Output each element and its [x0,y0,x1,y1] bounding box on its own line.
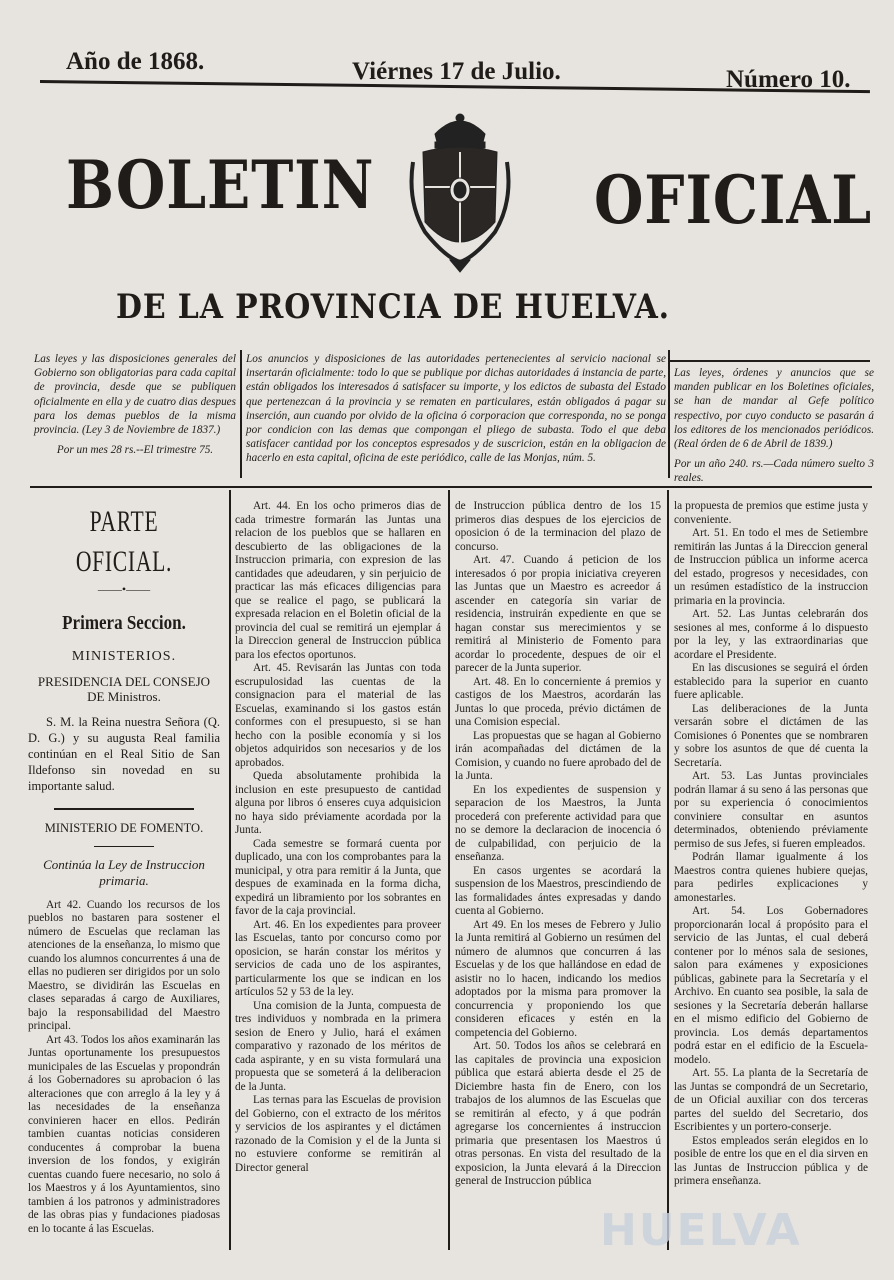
paragraph: Las ternas para las Escuelas de provision del Gobierno, con el extracto de los méritos y servicios de los aspirantes y el dictámen razonado de la Comision y el de la Junta si no estuviere conforme se remitirán al Director general [235,1094,441,1174]
paragraph: Podrán llamar igualmente á los Maestros contra quienes hubiere quejas, para pedirles explicaciones y amonestarles. [674,851,868,904]
paragraph: Art 43. Todos los años examinarán las Juntas oportunamente los presupuestos municipales de las Escuelas y propondrán á los Gobernadores su aprobacion ó las alteraciones que con arreglo á la ley y á las necesidades de la enseñanza convinieren hacer en ellos. Pedirán tambien cuantas noticias consideren conducentes á comprobar la buena inversion de los fondos, y exigirán cuentas cuando fuere necesario, no solo á los Maestros y á los Ayuntamientos, sino tambien á los patronos y administradores de las obras pias y fundaciones piadosas en lo tocante á las Escuelas. [28,1033,220,1235]
paragraph: Las deliberaciones de la Junta versarán sobre el dictámen de las Comisiones ó Ponentes que se nombraren y sobre los asuntos de que dé cuenta la Secretaría. [674,702,868,769]
intro-left-text: Las leyes y las disposiciones generales del Gobierno son obligatorias para cada capital de provincia, desde que se publiquen oficialmente en ella y de cuatro dias despues para los demas pueblos de la misma provincia. (Ley 3 de Noviembre de 1837.) [34,353,236,437]
paragraph: la propuesta de premios que estime justa y conveniente. [674,500,868,526]
paragraph: Art. 47. Cuando á peticion de los interesados ó por propia iniciativa creyeren las Juntas que un Maestro es acreedor á ascender en categoría sin variar de residencia, instruirán expediente en que se hagan constar sus merecimientos y se remitirá al Ministerio de Fomento para acordar lo procedente, despues de oir el parecer de la Junta superior. [455,554,661,674]
ornament: ——•—— [97,582,151,596]
intro-middle: Los anuncios y disposiciones de las autoridades pertenecientes al servicio nacional se insertarán oficialmente: todo lo que se publique por dichas autoridades á instancia de parte, están obligados los interesados á satisfacer su importe, y los edictos de subasta del Estado que pertenezcan á la provincia y se rematen en particulares, están obligados á pagar su inserción, aun cuando por olvido de la oficina ó corporacion que corresponda, no se ponga por condicion con las demas que compongan el pliego de subasta. Todo el que deba satisfacer cantidad por los conceptos espresados y de suscricion, están en la obligacion de hacerlo en esta capital, oficina de este periódico, calle de las Monjas, núm. 5. [246,353,666,465]
date-label: Viérnes 17 de Julio. [352,58,561,85]
issue-number: Número 10. [726,66,851,93]
column-1 [28,500,220,1260]
paragraph: Art. 46. En los expedientes para proveer las Escuelas, tanto por concurso como por oposicion, se harán constar los méritos y servicios de cada uno de los aspirantes, particularmente los que se indican en los artículos 52 y 53 de la ley. [235,918,441,998]
section-rule-short [94,846,154,847]
paragraph: Las propuestas que se hagan al Gobierno irán acompañadas del dictámen de la Comision, y cuando no fuere aprobado del de la Junta. [455,729,661,782]
paragraph: Art. 50. Todos los años se celebrará en las capitales de provincia una exposicion pública que estará abierta desde el 25 de Diciembre hasta fin de Enero, con los trabajos de los alumnos de las Escuelas que se remitirán al efecto, y á que podrán agregarse los concernientes á instruccion primaria que presentasen los Maestros ú otras personas. En vista del resultado de la exposicion, la Junta elevará á la Direccion general de Instruccion pública [455,1040,661,1187]
intro-divider-1 [240,350,242,478]
watermark: HUELVA [600,1205,802,1256]
column-4 [674,500,868,1260]
continua-heading: Continúa la Ley de Instruccion primaria. [43,856,205,888]
fomento-heading: MINISTERIO DE FOMENTO. [44,820,204,835]
paragraph: Art 42. Cuando los recursos de los pueblos no bastaren para sostener el número de Escuelas que reclaman las atenciones de la enseñanza, lo mismo que cuando los alumnos concurrentes á una de ellas no pudieren ser dirigidos por un solo Maestro, se dividirán las Escuelas en clases separadas á cargo de Auxiliares, bajo la responsabilidad del Maestro principal. [28,898,220,1032]
paragraph: Cada semestre se formará cuenta por duplicado, una con los comprobantes para la municipal, y otra para remitir á la Junta, que despues de examinada en la forma dicha, expedirá un libramiento por los sobrantes en favor de la caja provincial. [235,837,441,917]
paragraph: Art. 51. En todo el mes de Setiembre remitirán las Juntas á la Direccion general de Instruccion pública un informe acerca del estado, progresos y necesidades, con un resúmen estadístico de la instruccion primaria en la provincia. [674,527,868,607]
parte-oficial-heading: PARTE OFICIAL. [75,505,173,578]
section-rule [54,808,194,810]
paragraph: Queda absolutamente prohibida la inclusion en este presupuesto de cantidad alguna por libros ó enseres cuya adquisicion no haya sido préviamente acordada por la Junta. [235,770,441,836]
intro-right [674,366,874,486]
seccion-heading: Primera Seccion. [62,612,186,634]
coat-of-arms-icon [405,112,515,274]
paragraph: En casos urgentes se acordará la suspension de los Maestros, prescindiendo de las formalidades ántes expresadas y dando cuenta al Gobierno. [455,864,661,917]
paragraph: Art. 55. La planta de la Secretaría de las Juntas se compondrá de un Secretario, de un Oficial auxiliar con dos terceras partes del sueldo del Secretario, dos Escribientes y un portero-conserje. [674,1067,868,1133]
column-3 [455,500,661,1260]
ministerios-heading: MINISTERIOS. [71,649,177,664]
col-divider-1 [229,490,231,1250]
intro-top-rule [670,360,870,362]
subtitle: DE LA PROVINCIA DE HUELVA. [116,287,670,327]
paragraph: Art 49. En los meses de Febrero y Julio la Junta remitirá al Gobierno un resúmen del número de alumnos que concurren á las Escuelas y de los que hallándose en edad de asistir no lo hacen, indicando los medios adoptados por la misma para promover la concurrencia y proponiendo los que consideren eficaces y estén en la competencia del Gobierno. [455,918,661,1039]
paragraph: En los expedientes de suspension y separacion de los Maestros, la Junta procederá con preferente actividad para que no se demore la declaracion de inocencia ó de culpabilidad, con perjuicio de la enseñanza. [455,783,661,863]
paragraph: de Instruccion pública dentro de los 15 primeros dias despues de los ejercicios de oposicion ó de la terminacion del plazo de concurso. [455,500,661,553]
paragraph: Art. 53. Las Juntas provinciales podrán llamar á su seno á las personas que por su experiencia ó conocimientos conviniere consultar en asuntos determinados, obteniendo préviamente permiso de sus Jefes, si fueren empleados. [674,770,868,850]
presidencia-heading: PRESIDENCIA DEL CONSEJO DE Ministros. [37,674,211,704]
paragraph: Art. 48. En lo concerniente á premios y castigos de los Maestros, acordarán las Juntas lo que proceda, prévio dictámen de una Comision especial. [455,675,661,728]
paragraph: Art. 44. En los ocho primeros dias de cada trimestre formarán las Juntas una relacion de los pueblos que se hallaren en descubierto de las obligaciones de la Instruccion primaria, con expresion de las cantidades que adeudaren, y sin perjuicio de practicar las más eficaces diligencias para que se realice el pago, se publicará la expresada relacion en el Boletin oficial de la provincia del cual se remitirá un ejemplar á la Direccion general de Instruccion pública para los efectos oportunos. [235,500,441,661]
title-boletin: BOLETIN [66,146,375,224]
paragraph: Art. 54. Los Gobernadores proporcionarán local á propósito para el servicio de las Juntas, el cual deberá contener por lo ménos sala de sesiones, salon para exámenes y exposiciones públicas, gabinete para la Secretaría y el Archivo. En cuanto sea posible, la sala de sesiones y la Secretaría deberán hallarse en el mismo edificio del Gobierno de provincia. Los demás departamentos podrá estar en el edificio de la Escuela-modelo. [674,905,868,1066]
paragraph: Art. 52. Las Juntas celebrarán dos sesiones al mes, conforme á lo dispuesto por la ley, y las extraordinarias que acordare el Presidente. [674,608,868,661]
paragraph: S. M. la Reina nuestra Señora (Q. D. G.) y su augusta Real familia continúan en el Real Sitio de San Ildefonso sin novedad en su importante salud. [28,715,220,793]
paragraph: En las discusiones se seguirá el órden establecido para la superior en cuanto fuere aplicable. [674,662,868,701]
intro-right-price: Por un año 240. rs.—Cada número suelto 3 reales. [674,458,874,485]
paragraph: Una comision de la Junta, compuesta de tres individuos y nombrada en la primera sesion de Enero y Julio, hará el exámen comparativo y razonado de los méritos de cada aspirante, y en su vista formulará una propuesta que se someterá á la deliberacion de la Junta. [235,999,441,1093]
intro-left-price: Por un mes 28 rs.--El trimestre 75. [56,444,214,457]
paragraph: Estos empleados serán elegidos en lo posible de entre los que en el dia sirven en las Juntas de Instruccion pública y de primera enseñanza. [674,1134,868,1187]
column-2 [235,500,441,1260]
intro-left [34,352,236,457]
body-top-rule [30,486,872,488]
col-divider-3 [667,490,669,1250]
title-oficial: OFICIAL [594,161,872,239]
paragraph: Art. 45. Revisarán las Juntas con toda escrupulosidad las cuentas de la consignacion para el material de las Escuelas, examinando si los gastos están conformes con el presupuesto, si se han hecho con la posible economía y si los objetos adquiridos son necesarios y de los aprobados. [235,662,441,769]
intro-divider-2 [668,350,670,478]
intro-right-text: Las leyes, órdenes y anuncios que se manden publicar en los Boletines oficiales, se han de mandar al Gefe político respectivo, por cuyo conducto se pasarán á los editores de los mencionados periódicos. (Real órden de 6 de Abril de 1839.) [674,367,874,451]
col-divider-2 [448,490,450,1250]
year-label: Año de 1868. [66,48,205,75]
